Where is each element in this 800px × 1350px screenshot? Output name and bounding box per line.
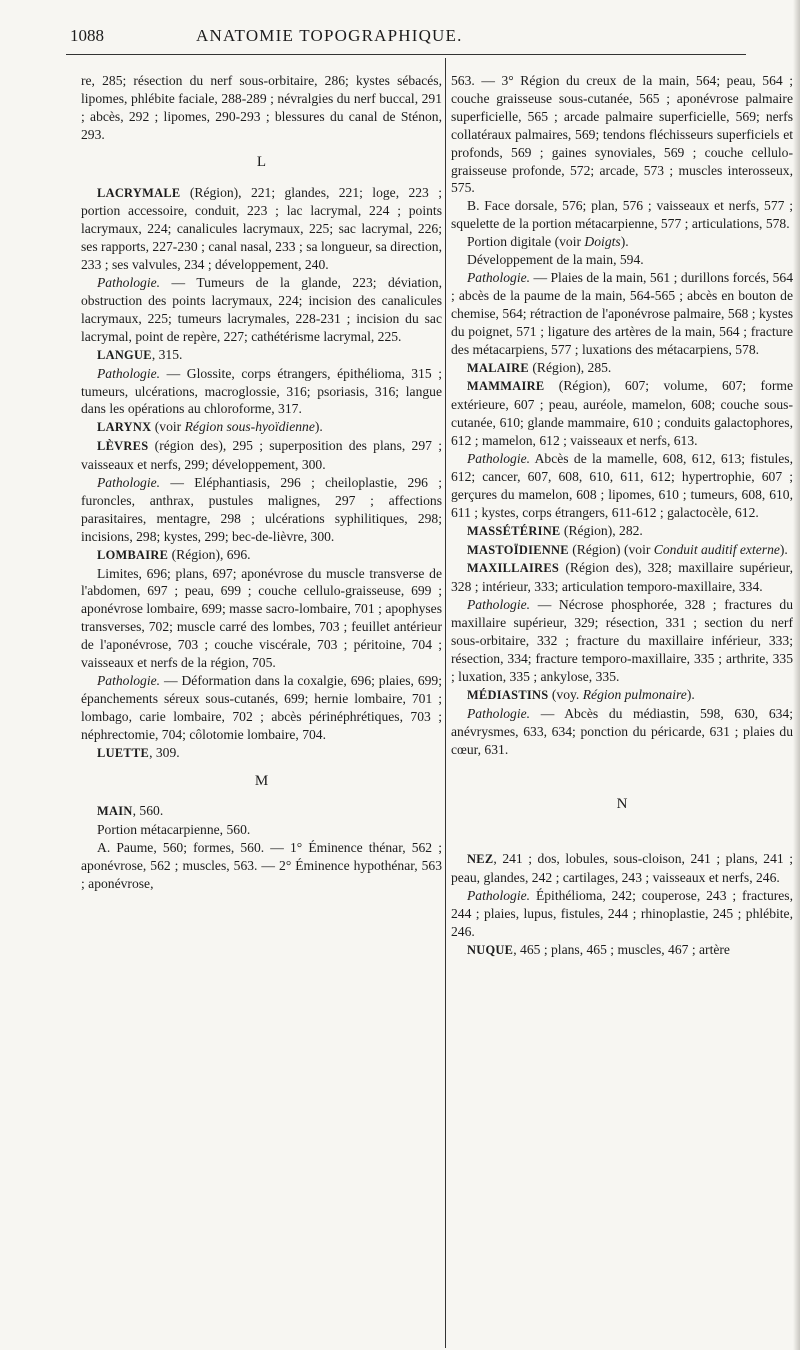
- pathology-label: Pathologie.: [467, 888, 531, 904]
- entry-pathology: [81, 474, 442, 546]
- entry-continuation: 563. — 3° Région du creux de la main, 564; peau, 564 ; couche graisseuse sous-cutanée, 565 ; aponévrose palmaire superficielle, 565 ; arcade palmaire superficielle, 569; nerfs collatéraux palmaires, 569; tendons fléchisseurs superficiels et profonds, 569 ; gaines synoviales, 569 ; couche cellulo-graisseuse profonde, 572; arcade, 573 ; muscles interosseux, 575.: [451, 73, 793, 196]
- entry-text: (Région) (voir: [568, 541, 654, 557]
- page-header: [70, 26, 710, 52]
- entry-text: , 465 ; plans, 465 ; muscles, 467 ; artère: [513, 941, 730, 957]
- entry-keyword: MALAIRE: [467, 360, 529, 375]
- pathology-label: Pathologie.: [467, 597, 531, 613]
- entry-pathology: [451, 705, 793, 759]
- entry-subtext: Développement de la main, 594.: [467, 252, 644, 268]
- entry-text: , 309.: [149, 744, 180, 760]
- pathology-label: Pathologie.: [97, 475, 161, 491]
- entry-text: (voir: [151, 419, 185, 435]
- pathology-label: Pathologie.: [97, 275, 161, 291]
- right-column: [451, 72, 793, 960]
- entry-keyword: MAMMAIRE: [467, 379, 545, 394]
- entry-keyword: LARYNX: [97, 420, 152, 435]
- entry-subtext: [451, 233, 793, 251]
- entry-continuation: re, 285; résection du nerf sous-orbitaire, 286; kystes sébacés, lipomes, phlébite faciale, 288-289 ; névralgies du nerf buccal, 291 ; abcès, 292 ; lipomes, 290-293 ; blessures du canal de Sténon, 293.: [81, 73, 442, 142]
- entry-text: (Région), 285.: [529, 359, 612, 375]
- entry-pathology: [81, 365, 442, 419]
- entry-pathology: [451, 450, 793, 522]
- entry-keyword: MASTOÏDIENNE: [467, 542, 569, 557]
- left-column: [81, 72, 442, 893]
- entry-nez: [451, 850, 793, 887]
- entry-maxillaires: [451, 559, 793, 596]
- pathology-label: Pathologie.: [467, 269, 531, 285]
- pathology-label: Pathologie.: [467, 705, 531, 721]
- entry-text: (Région), 282.: [560, 522, 643, 538]
- entry-pathology: [81, 672, 442, 744]
- cross-reference: Région pulmonaire: [582, 686, 687, 702]
- column-divider: [445, 58, 446, 1348]
- entry-text: (Région), 607; volume, 607; forme extérieure, 607 ; peau, auréole, mamelon, 608; couche sous-cutanée, 610; glande mammaire, 610 ; conduits galactophores, 612 ; mamelon, 612 ; vaisseaux et nerfs, 613.: [451, 378, 793, 449]
- page-edge-shadow: [793, 0, 800, 1350]
- entry-pathology: [81, 274, 442, 346]
- section-letter-m: M: [254, 772, 269, 789]
- entry-keyword: NUQUE: [467, 942, 514, 957]
- entry-levres: [81, 437, 442, 474]
- entry-text: Épithélioma, 242; couperose, 243 ; fractures, 244 ; plaies, lupus, fistules, 244 ; rhinoplastie, 245 ; phlébite, 246.: [451, 888, 793, 939]
- entry-keyword: LOMBAIRE: [97, 547, 169, 562]
- entry-subtext: A. Paume, 560; formes, 560. — 1° Éminence thénar, 562 ; aponévrose, 562 ; muscles, 563. — 2° Éminence hypothénar, 563 ; aponévrose,: [81, 840, 442, 892]
- entry-keyword: NEZ: [467, 852, 494, 867]
- pathology-label: Pathologie.: [97, 365, 161, 381]
- entry-pathology: [451, 269, 793, 359]
- section-letter-n: N: [616, 796, 628, 813]
- entry-text: , 241 ; dos, lobules, sous-cloison, 241 ; plans, 241 ; peau, glandes, 242 ; cartilages, 243 ; vaisseaux et nerfs, 246.: [451, 851, 793, 886]
- entry-keyword: LÈVRES: [97, 439, 149, 454]
- entry-pathology: [451, 596, 793, 686]
- entry-keyword: MASSÉTÉRINE: [467, 523, 561, 538]
- entry-pathology: [451, 887, 793, 941]
- entry-subtext: Limites, 696; plans, 697; aponévrose du muscle transverse de l'abdomen, 697 ; peau, 699 ; couche cellulo-graisseuse, 699 ; aponévrose lombaire, 699; masse sacro-lombaire, 701 ; apophyses transverses, 702; muscle carré des lombes, 703 ; feuillet antérieur de l'aponévrose, 703 ; couche viscérale, 703 ; péritoine, 704 ; vaisseaux et nerfs de la région, 705.: [81, 565, 442, 671]
- entry-text: (Région), 221; glandes, 221; loge, 223 ; portion accessoire, conduit, 223 ; lac lacrymal, 224 ; points lacrymaux, 224; canalicules lacrymaux, 225; sac lacrymal, 226; ses rapports, 227-230 ; canal nasal, 233 ; sa longueur, sa direction, 233 ; ses valvules, 234 ; développement, 240.: [81, 184, 442, 273]
- entry-malaire: [451, 359, 793, 378]
- entry-text: ).: [779, 541, 788, 557]
- section-letter-l: L: [256, 153, 267, 170]
- cross-reference: Conduit auditif externe: [653, 541, 780, 557]
- entry-text: — Tumeurs de la glande, 223; déviation, obstruction des points lacrymaux, 224; incision des canalicules lacrymaux, 225; tumeurs lacrymales, 228-231 ; incision du sac lacrymal, point de repère, 227; cathétérisme lacrymal, 225.: [81, 275, 442, 344]
- entry-mastoidienne: [451, 541, 793, 560]
- entry-main: [81, 802, 442, 821]
- pathology-label: Pathologie.: [467, 451, 531, 467]
- page-number: 1088: [70, 26, 104, 45]
- entry-keyword: LUETTE: [97, 745, 150, 760]
- entry-text: ).: [314, 419, 323, 435]
- entry-subtext: B. Face dorsale, 576; plan, 576 ; vaisseaux et nerfs, 577 ; squelette de la portion métacarpienne, 577 ; articulations, 578.: [451, 198, 793, 232]
- entry-keyword: LANGUE: [97, 347, 152, 362]
- entry-keyword: LACRYMALE: [97, 185, 181, 200]
- entry-mammaire: [451, 377, 793, 450]
- entry-text: ).: [620, 234, 629, 250]
- entry-subtext: Portion métacarpienne, 560.: [97, 822, 251, 838]
- entry-text: , 315.: [151, 346, 183, 362]
- entry-text: (Région des), 328; maxillaire supérieur, 328 ; intérieur, 333; articulation temporo-maxillaire, 334.: [451, 560, 793, 595]
- entry-masseterine: [451, 522, 793, 541]
- entry-text: Abcès de la mamelle, 608, 612, 613; fistules, 612; cancer, 607, 608, 610, 611, 612; hypertrophie, 607 ; gerçures du mamelon, 608 ; lipomes, 610 ; tumeurs, 608, 610, 611 ; kystes, corps étrangers, 611-612 ; galactocèle, 612.: [451, 451, 793, 520]
- entry-text: — Déformation dans la coxalgie, 696; plaies, 699; épanchements séreux sous-cutanés, 699; hernie lombaire, 701 ; lombago, carie lombaire, 702 ; abcès périnéphrétiques, 703 ; néphrectomie, 704; côlotomie lombaire, 704.: [81, 673, 442, 742]
- entry-mediastins: [451, 686, 793, 705]
- entry-text: — Abcès du médiastin, 598, 630, 634; anévrysmes, 633, 634; ponction du péricarde, 631 ; plaies du cœur, 631.: [451, 705, 793, 757]
- header-rule: [66, 54, 746, 55]
- entry-lacrymale: [81, 184, 442, 275]
- entry-keyword: MAXILLAIRES: [467, 561, 560, 576]
- entry-lombaire: [81, 546, 442, 565]
- cross-reference: Doigts: [584, 234, 621, 250]
- entry-text: (voy.: [548, 686, 583, 702]
- entry-text: , 560.: [132, 803, 164, 819]
- entry-text: — Plaies de la main, 561 ; durillons forcés, 564 ; abcès de la paume de la main, 564-565 ; abcès en bouton de chemise, 564; rétraction de l'aponévrose palmaire, 568 ; kystes du poignet, 571 ; ligature des artères de la main, 564 ; fracture des métacarpiens, 577 ; luxations des métacarpiens, 578.: [451, 269, 793, 357]
- entry-text: — Nécrose phosphorée, 328 ; fractures du maxillaire supérieur, 329; résection, 331 ; section du nerf sous-orbitaire, 332 ; fracture du maxillaire inférieur, 333; résection, 334; fracture temporo-maxillaire, 335 ; arthrite, 335 ; luxation, 335 ; ankylose, 335.: [451, 597, 793, 684]
- entry-larynx: [81, 418, 442, 437]
- running-title: ANATOMIE TOPOGRAPHIQUE.: [196, 26, 463, 45]
- entry-text: ).: [686, 686, 695, 702]
- entry-keyword: MÉDIASTINS: [467, 687, 549, 702]
- entry-text: — Glossite, corps étrangers, épithélioma, 315 ; tumeurs, ulcérations, macroglossie, 316; psoriasis, 316; langue dans les opérations au chloroforme, 317.: [81, 365, 442, 417]
- entry-text: Portion digitale (voir: [467, 234, 585, 250]
- entry-langue: [81, 346, 442, 365]
- cross-reference: Région sous-hyoïdienne: [184, 419, 315, 435]
- pathology-label: Pathologie.: [97, 673, 161, 688]
- entry-text: (Région), 696.: [168, 546, 251, 562]
- entry-nuque: [451, 941, 793, 960]
- entry-luette: [81, 744, 442, 763]
- entry-keyword: MAIN: [97, 804, 133, 819]
- entry-text: (région des), 295 ; superposition des plans, 297 ; vaisseaux et nerfs, 299; développement, 300.: [81, 438, 442, 473]
- entry-text: — Eléphantiasis, 296 ; cheiloplastie, 296 ; furoncles, anthrax, pustules malignes, 297 ; affections parasitaires, mentagre, 298 ; ulcérations syphilitiques, 298; incisions, 298; kystes, 299; bec-de-lièvre, 300.: [81, 475, 442, 544]
